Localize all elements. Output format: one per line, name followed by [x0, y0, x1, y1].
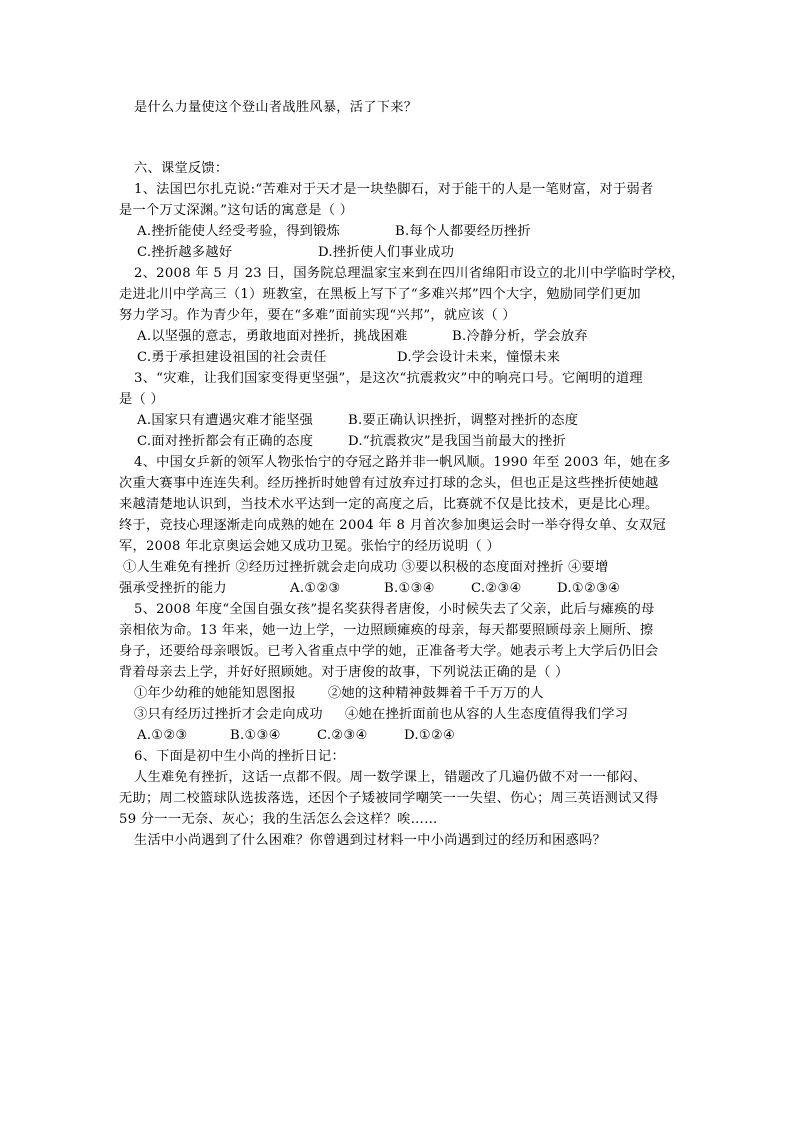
q5-statement-1: ①年少幼稚的她能知恩图报 [134, 686, 296, 701]
q3-option-d: D.“抗震救灾”是我国当前最大的挫折 [348, 434, 566, 449]
q1-option-c: C.挫折越多越好 [137, 245, 233, 260]
q1-option-b: B.每个人都要经历挫折 [395, 224, 531, 239]
q5-option-d: D.①②④ [404, 728, 456, 743]
q3-option-c: C.面对挫折都会有正确的态度 [137, 434, 314, 449]
q5-line-1: 5、2008 年度“全国自强女孩”提名奖获得者唐俊，小时候失去了父亲，此后与瘫痪的母 [134, 602, 655, 617]
q2-line-3: 努力学习。作为青少年，要在“多难”面前实现“兴邦”，就应该（ ） [119, 308, 516, 323]
q2-option-d: D.学会设计未来，憧憬未来 [397, 350, 561, 365]
q2-line-1: 2、2008 年 5 月 23 日，国务院总理温家宝来到在四川省绵阳市设立的北川中学临时学校， [134, 266, 685, 281]
q6-line-1: 6、下面是初中生小尚的挫折日记： [134, 749, 346, 764]
q4-line-3: 来越清楚地认识到，当技术水平达到一定的高度之后，比赛就不仅是比技术，更是比心理。 [119, 497, 659, 512]
q3-line-1: 3、“灾难，让我们国家变得更坚强”，是这次“抗震救灾”中的响亮口号。它阐明的道理 [134, 371, 643, 386]
q4-statement-4-cont: 强承受挫折的能力 [119, 581, 227, 596]
q5-line-2: 亲相依为命。13 年来，她一边上学，一边照顾瘫痪的母亲，每天都要照顾母亲上厕所、擦 [119, 623, 654, 638]
q2-option-b: B.冷静分析，学会放弃 [452, 329, 588, 344]
q4-option-d: D.①②③④ [557, 581, 621, 596]
q3-option-a: A.国家只有遭遇灾难才能坚强 [137, 413, 314, 428]
q4-line-4: 终于，竞技心理逐渐走向成熟的她在 2004 年 8 月首次参加奥运会时一举夺得女单、女双冠 [119, 518, 666, 533]
q6-diary-line-1: 人生难免有挫折，这话一点都不假。周一数学课上，错题改了几遍仍做不对一一郁闷、 [134, 770, 647, 785]
q5-statement-4: ④她在挫折面前也从容的人生态度值得我们学习 [345, 707, 629, 722]
q4-line-2: 次重大赛事中连连失利。经历挫折时她曾有过放弃过打球的念头，但也正是这些挫折使她越 [119, 476, 659, 491]
q1-option-a: A.挫折能使人经受考验，得到锻炼 [137, 224, 341, 239]
q3-line-2: 是（ ） [119, 392, 164, 407]
q2-option-c: C.勇于承担建设祖国的社会责任 [137, 350, 327, 365]
q5-line-4: 背着母亲去上学，并好好照顾她。对于唐俊的故事，下列说法正确的是（ ） [119, 665, 569, 680]
q6-diary-line-3: 59 分一一无奈、灰心；我的生活怎么会这样？唉…… [119, 812, 438, 827]
section-title: 六、课堂反馈： [134, 161, 229, 176]
q1-line-2: 是一个万丈深渊。”这句话的寓意是（ ） [119, 203, 354, 218]
q5-option-a: A.①②③ [137, 728, 188, 743]
q4-option-b: B.①③④ [384, 581, 435, 596]
q5-option-c: C.②③④ [317, 728, 368, 743]
q4-option-a: A.①②③ [290, 581, 341, 596]
q5-statement-3: ③只有经历过挫折才会走向成功 [134, 707, 323, 722]
q5-statement-2: ②她的这种精神鼓舞着千千万万的人 [328, 686, 544, 701]
q3-option-b: B.要正确认识挫折，调整对挫折的态度 [348, 413, 579, 428]
q4-option-c: C.②③④ [471, 581, 522, 596]
q4-line-5: 军，2008 年北京奥运会她又成功卫冕。张怡宁的经历说明（ ） [119, 539, 500, 554]
q5-line-3: 身子，还要给母亲喂饭。已考入省重点中学的她，正准备考大学。她表示考上大学后仍旧会 [119, 644, 659, 659]
q5-option-b: B.①③④ [230, 728, 281, 743]
q2-line-2: 走进北川中学高三（1）班教室，在黑板上写下了“多难兴邦”四个大字，勉励同学们更加 [119, 287, 641, 302]
q1-line-1: 1、法国巴尔扎克说:“苦难对于天才是一块垫脚石，对于能干的人是一笔财富，对于弱者 [134, 182, 654, 197]
q6-question: 生活中小尚遇到了什么困难？你曾遇到过材料一中小尚遇到过的经历和困惑吗？ [134, 833, 607, 848]
q4-statements-line-1: ①人生难免有挫折 ②经历过挫折就会走向成功 ③要以积极的态度面对挫折 ④要增 [123, 560, 609, 575]
q6-diary-line-2: 无助；周二校篮球队选拔落选，还因个子矮被同学嘲笑一一失望、伤心；周三英语测试又得 [119, 791, 659, 806]
q1-option-d: D.挫折使人们事业成功 [318, 245, 455, 260]
intro-question: 是什么力量使这个登山者战胜风暴，活了下来？ [134, 100, 418, 115]
q2-option-a: A.以坚强的意志，勇敢地面对挫折，挑战困难 [137, 329, 408, 344]
q4-line-1: 4、中国女乒新的领军人物张怡宁的夺冠之路并非一帆风顺。1990 年至 2003 年，她在多 [134, 455, 671, 470]
